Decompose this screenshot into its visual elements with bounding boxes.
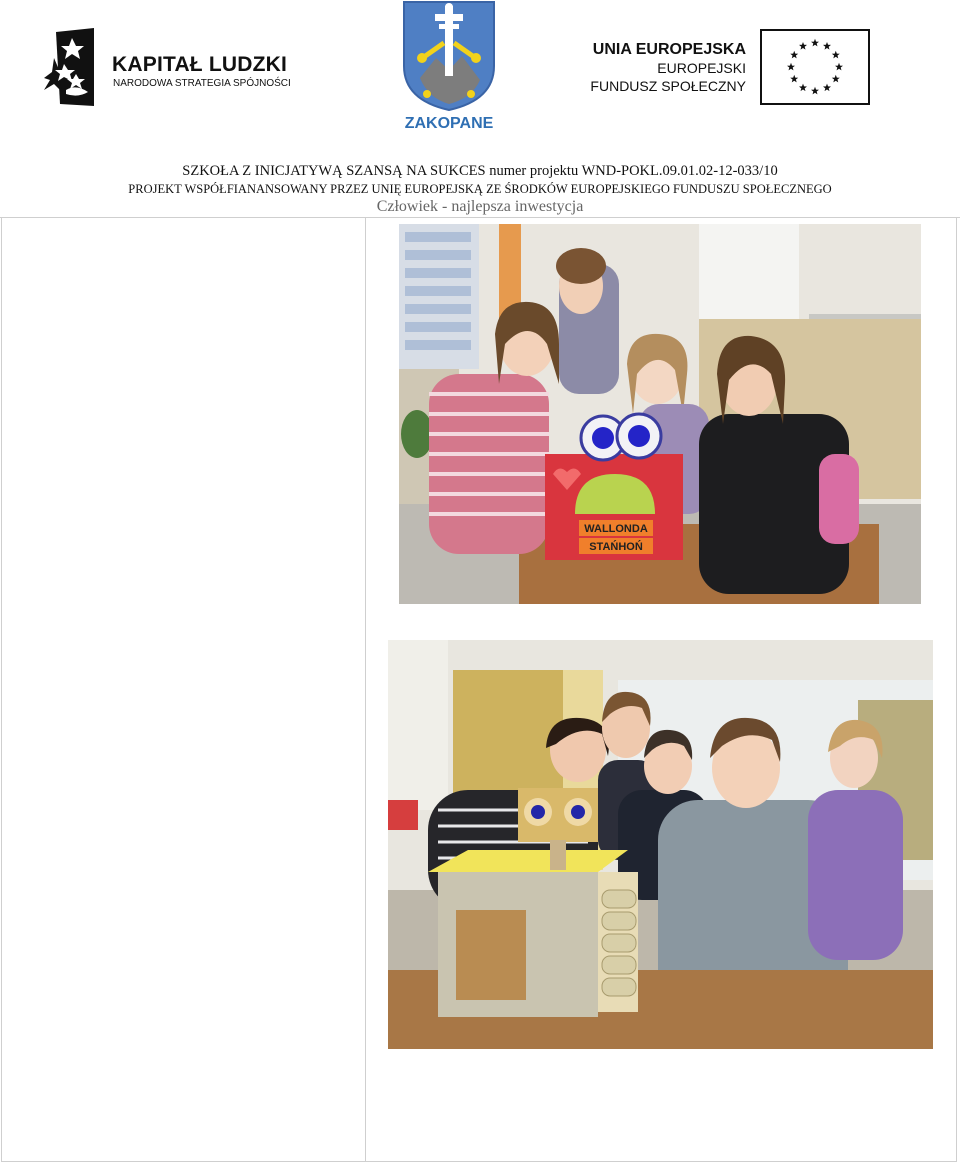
- eu-line-2: EUROPEJSKI: [657, 60, 746, 76]
- photo-girls-with-cardboard-robot: [399, 224, 921, 604]
- eu-star: [811, 87, 819, 95]
- zakopane-coat-of-arms-icon: [402, 0, 496, 112]
- frame-bottom-border: [1, 1161, 957, 1162]
- frame-top-border: [0, 217, 960, 218]
- kapital-ludzki-subtitle: NARODOWA STRATEGIA SPÓJNOŚCI: [113, 78, 291, 89]
- eu-star: [799, 84, 807, 92]
- robot-sign-line-1: WALLONDA: [584, 523, 648, 535]
- frame-left-border: [1, 217, 2, 1161]
- eu-star: [787, 63, 795, 71]
- project-funding-note: PROJEKT WSPÓŁFIANANSOWANY PRZEZ UNIĘ EUROPEJSKĄ ZE ŚRODKÓW EUROPEJSKIEGO FUNDUSZU SPOŁECZNEGO: [128, 182, 832, 196]
- kapital-ludzki-title: KAPITAŁ LUDZKI: [112, 53, 288, 76]
- eu-star: [835, 63, 843, 71]
- frame-column-divider: [365, 217, 366, 1161]
- frame-right-border: [956, 217, 957, 1161]
- kapital-ludzki-logo: [42, 28, 302, 108]
- kapital-ludzki-emblem-icon: [42, 28, 97, 108]
- eu-star: [811, 39, 819, 47]
- eu-star: [790, 51, 798, 59]
- photo-boys-with-cardboard-robot: [388, 640, 933, 1049]
- eu-star: [823, 84, 831, 92]
- eu-star: [823, 42, 831, 50]
- robot-sign-line-2: STAŃHOŃ: [589, 541, 643, 553]
- project-slogan: Człowiek - najlepsza inwestycja: [376, 198, 584, 215]
- eu-flag-icon: [760, 29, 870, 105]
- eu-line-1: UNIA EUROPEJSKA: [592, 41, 746, 58]
- eu-star: [790, 75, 798, 83]
- eu-star: [832, 75, 840, 83]
- eu-line-3: FUNDUSZ SPOŁECZNY: [590, 78, 746, 94]
- eu-logo: [590, 28, 876, 108]
- zakopane-logo: [400, 0, 498, 134]
- eu-star: [799, 42, 807, 50]
- zakopane-name: ZAKOPANE: [404, 115, 494, 132]
- project-title: SZKOŁA Z INICJATYWĄ SZANSĄ NA SUKCES numer projektu WND-POKL.09.01.02-12-033/10: [182, 163, 778, 179]
- eu-star: [832, 51, 840, 59]
